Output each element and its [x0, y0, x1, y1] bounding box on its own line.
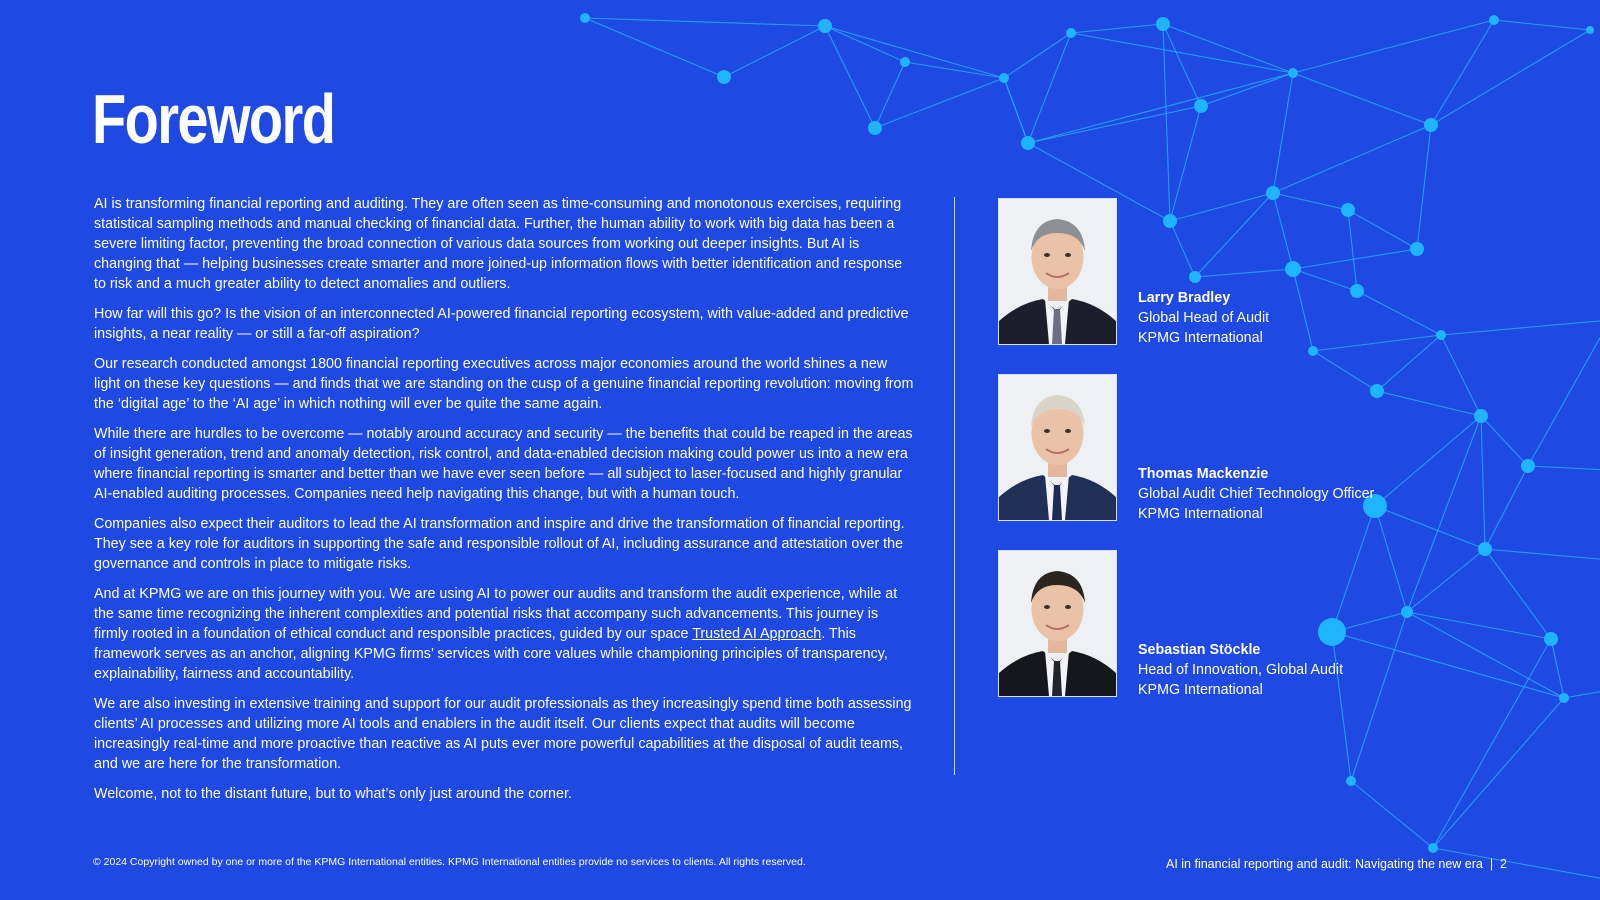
report-title: AI in financial reporting and audit: Navigating the new era [1166, 857, 1483, 871]
network-node [1346, 776, 1356, 786]
paragraph: Welcome, not to the distant future, but to what’s only just around the corner. [94, 786, 572, 802]
paragraph-text: And at KPMG we are on this journey with you. We are using AI to power our audits and transform the audit experience, while at the same time recognizing the inherent complexities and potential risks that accompany such advancements. This journey is firmly rooted in a foundation of ethical conduct and responsible practices, guided by our space [94, 586, 898, 642]
person-role: Head of Innovation, Global Audit [1138, 662, 1344, 678]
network-node [868, 121, 882, 135]
network-link [1028, 106, 1201, 143]
page-title: Foreword [92, 80, 335, 158]
network-node [1478, 542, 1492, 556]
network-link [1163, 24, 1170, 221]
person-org: KPMG International [1138, 506, 1263, 522]
network-link [1004, 78, 1028, 143]
network-link [1351, 781, 1433, 848]
person-name: Larry Bradley [1138, 290, 1231, 306]
person-role: Global Audit Chief Technology Officer [1138, 486, 1375, 502]
network-link [825, 26, 875, 128]
paragraph: We are also investing in extensive training and support for our audit professionals as they increasingly spend time both assessing clients’ AI processes and utilizing more AI tools and enablers in the audit itself. Our clients expect that audits will become increasingly real-time and more proactive than reactive as AI puts ever more powerful capabilities at the disposal of audit teams, and we are here for the transformation. [94, 696, 912, 772]
page-number: 2 [1500, 857, 1507, 871]
network-node [1156, 17, 1170, 31]
network-node [1288, 68, 1298, 78]
footer-page-info [1166, 857, 1507, 871]
portrait-illustration [999, 375, 1116, 520]
person-card [998, 550, 1478, 696]
network-node [999, 73, 1009, 83]
network-link [1431, 20, 1494, 125]
network-link [1485, 466, 1528, 549]
column-divider [954, 197, 955, 775]
network-link [1273, 73, 1293, 193]
network-node [1586, 26, 1594, 34]
person-card [998, 198, 1478, 344]
person-card [998, 374, 1478, 520]
person-org: KPMG International [1138, 682, 1263, 698]
portrait-photo [998, 198, 1117, 345]
network-link [724, 26, 825, 77]
network-link [1071, 24, 1163, 33]
paragraph: How far will this go? Is the vision of an interconnected AI-powered financial reporting ecosystem, with value-added and predictive insights, a near reality — or still a far-off aspiration? [94, 306, 909, 342]
person-name: Sebastian Stöckle [1138, 642, 1261, 658]
paragraph-text: . This framework serves as an anchor, aligning KPMG firms’ services with core values while championing principles of transparency, explainability, fairness and accountability. [94, 626, 888, 682]
portrait-illustration [999, 551, 1116, 696]
network-link [1433, 698, 1564, 848]
network-link [585, 18, 825, 26]
network-link [1485, 549, 1600, 560]
network-node [1308, 346, 1318, 356]
portrait-photo [998, 374, 1117, 521]
network-link [1528, 320, 1600, 466]
network-link [905, 62, 1004, 78]
network-link [1004, 33, 1071, 78]
network-node [1066, 28, 1076, 38]
network-node [1428, 843, 1438, 853]
paragraph: Companies also expect their auditors to lead the AI transformation and inspire and drive the transformation of financial reporting. They see a key role for auditors in supporting the safe and responsible rollout of AI, including assurance and attestation over the governance and controls in place to mitigate risks. [94, 516, 905, 572]
network-link [1485, 549, 1551, 639]
network-node [1424, 118, 1438, 132]
paragraph [94, 584, 914, 684]
portrait-illustration [999, 199, 1116, 344]
network-link [1028, 33, 1071, 143]
network-link [1201, 73, 1293, 106]
trusted-ai-approach-link[interactable]: Trusted AI Approach [692, 626, 822, 642]
network-link [1551, 639, 1564, 698]
network-link [825, 26, 1004, 78]
person-info [1138, 288, 1269, 348]
person-role: Global Head of Audit [1138, 310, 1270, 326]
network-node [1544, 632, 1558, 646]
network-link [1564, 690, 1600, 698]
network-node [1194, 99, 1208, 113]
network-link [1028, 73, 1293, 143]
network-node [1559, 693, 1569, 703]
foreword-body [94, 194, 914, 814]
network-node [818, 19, 832, 33]
network-link [1431, 30, 1590, 125]
network-link [1494, 20, 1590, 30]
portrait-photo [998, 550, 1117, 697]
network-node [1489, 15, 1499, 25]
person-org: KPMG International [1138, 330, 1263, 346]
network-node [900, 57, 910, 67]
network-link [1293, 20, 1494, 73]
person-info [1138, 640, 1343, 700]
network-link [1481, 416, 1485, 549]
network-node [1521, 459, 1535, 473]
network-link [585, 18, 724, 77]
copyright-notice: © 2024 Copyright owned by one or more of the KPMG International entities. KPMG International entities provide no services to clients. All rights reserved. [93, 856, 806, 868]
person-info [1138, 464, 1374, 524]
network-link [1293, 73, 1431, 125]
person-name: Thomas Mackenzie [1138, 466, 1269, 482]
paragraph: While there are hurdles to be overcome — notably around accuracy and security — the benefits that could be reaped in the areas of insight generation, trend and anomaly detection, risk control, and data-enabled decision making could power us into a new era where financial reporting is smarter and better than we have ever seen before — all subject to laser-focused and highly granular AI-enabled auditing processes. Companies need help navigating this change, but with a human touch. [94, 426, 913, 502]
network-link [825, 26, 905, 62]
paragraph: AI is transforming financial reporting and auditing. They are often seen as time-consuming and monotonous exercises, requiring statistical sampling methods and manual checking of financial data. Further, the human ability to work with big data has been a severe limiting factor, preventing the broad connection of various data sources from working out deeper insights. But AI is changing that — helping businesses create smarter and more joined-up information flows with better identification and response to risk and a much greater ability to detect anomalies and outliers. [94, 196, 903, 292]
paragraph: Our research conducted amongst 1800 financial reporting executives across major economies around the world shines a new light on these key questions — and finds that we are standing on the cusp of a genuine financial reporting revolution: moving from the ‘digital age’ to the ‘AI age’ in which nothing will ever be quite the same again. [94, 356, 914, 412]
network-link [1273, 125, 1431, 193]
network-node [1021, 136, 1035, 150]
network-link [1481, 416, 1528, 466]
network-node [717, 70, 731, 84]
network-node [580, 13, 590, 23]
network-link [1071, 33, 1293, 73]
network-link [1528, 466, 1600, 470]
footer-separator: | [1486, 857, 1497, 871]
